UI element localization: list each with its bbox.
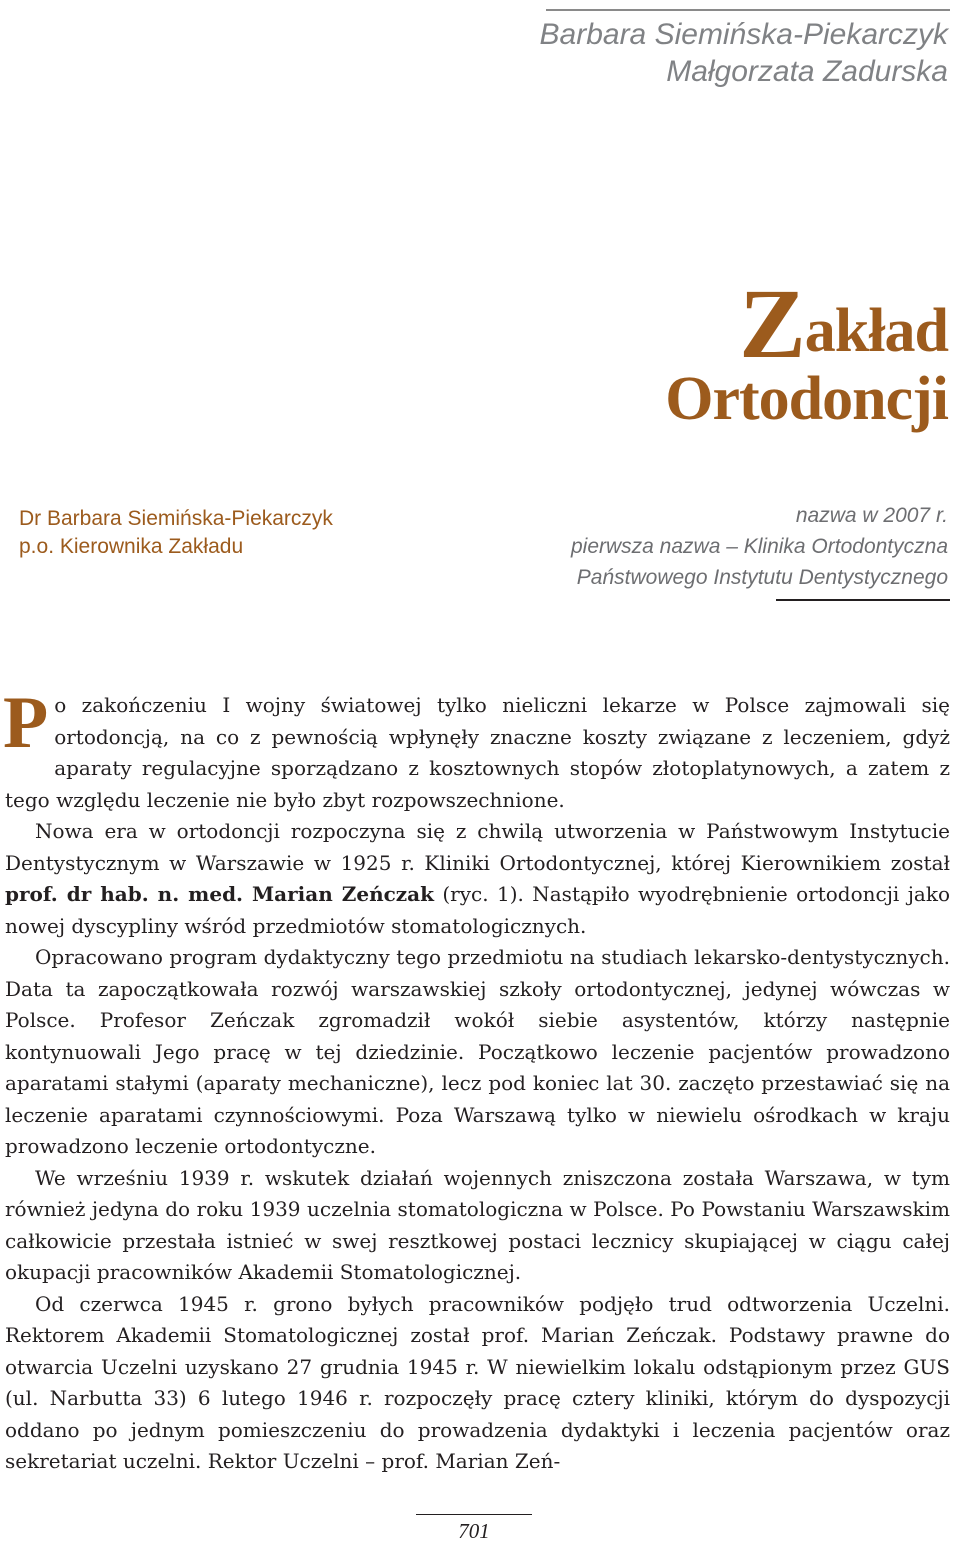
author-name: Małgorzata Zadurska <box>666 55 948 88</box>
chapter-title <box>665 268 948 433</box>
title-line-1 <box>665 268 948 379</box>
author-name: Barbara Siemińska-Piekarczyk <box>539 18 948 51</box>
current-name-year: nazwa w 2007 r. <box>795 504 948 527</box>
names-rule <box>776 599 950 601</box>
page-number: 701 <box>458 1519 490 1543</box>
paragraph: Od czerwca 1945 r. grono byłych pracowników podjęło trud odtworzenia Uczelni. Rektorem Akademii Stomatologicznej został prof. Marian Zeńczak. Podstawy prawne do otwarcia Uczelni uzyskano 27 grudnia 1945 r. W niewielkim lokalu odstąpionym przez GUS (ul. Narbutta 33) 6 lutego 1946 r. rozpoczęły pracę cztery kliniki, którym do dyspozycji oddano po jednym pomieszczeniu do prowadzenia dydaktyki i leczenia pacjentów oraz sekretariat uczelni. Rektor Uczelni – prof. Marian Zeń- <box>5 1291 950 1473</box>
header-rule <box>546 9 950 11</box>
first-name-line-2: Państwowego Instytutu Dentystycznego <box>576 566 948 589</box>
head-role: p.o. Kierownika Zakładu <box>19 535 244 558</box>
paragraph: We wrześniu 1939 r. wskutek działań wojennych zniszczona została Warszawa, w tym również jedyna do roku 1939 uczelnia stomatologiczna w Polsce. Po Powstaniu Warszawskim całkowicie przestała istnieć w swej resztkowej postaci lecznicy skupiającej w ciągu całej okupacji pracowników Akademii Stomatologicznej. <box>5 1165 950 1284</box>
paragraph <box>3 682 950 816</box>
article-body <box>3 682 950 1478</box>
bold-name: prof. dr hab. n. med. Marian Zeńczak <box>5 882 434 906</box>
title-line-2: Ortodoncji <box>665 365 948 433</box>
drop-cap: P <box>3 682 49 764</box>
paragraph-text: (ryc. 1). Nastąpiło wyodrębnienie ortodoncji jako nowej dyscypliny wśród przedmiotów stomatologicznych. <box>5 882 950 938</box>
first-name-line-1: pierwsza nazwa – Klinika Ortodontyczna <box>570 535 948 558</box>
paragraph-text: Nowa era w ortodoncji rozpoczyna się z chwilą utworzenia w Państwowym Instytucie Dentystycznym w Warszawie w 1925 r. Kliniki Ortodontycznej, której Kierownikiem został <box>5 819 950 875</box>
paragraph: Opracowano program dydaktyczny tego przedmiotu na studiach lekarsko-dentystycznych. Data ta zapoczątkowała rozwój warszawskiej szkoły ortodontycznej, jedynej wówczas w Polsce. Profesor Zeńczak zgromadził wokół siebie asystentów, którzy następnie kontynuowali Jego pracę w tej dziedzinie. Początkowo leczenie pacjentów prowadzono aparatami stałymi (aparaty mechaniczne), lecz pod koniec lat 30. zaczęto przestawiać się na leczenie aparatami czynnościowymi. Poza Warszawą tylko w niewielu ośrodkach w kraju prowadzono leczenie ortodontyczne. <box>5 945 950 1158</box>
paragraph-text: o zakończeniu I wojny światowej tylko nieliczni lekarze w Polsce zajmowali się ortodoncją, na co z pewnością wpłynęły znaczne koszty związane z leczeniem, gdyż aparaty regulacyjne sporządzano z kosztownych stopów złotoplatynowych, a zatem z tego względu leczenie nie było zbyt rozpowszechnione. <box>5 693 950 812</box>
paragraph <box>5 816 950 942</box>
department-head <box>19 505 333 561</box>
title-line-1-rest: akład <box>804 297 948 365</box>
footer-rule <box>416 1514 532 1515</box>
running-header-authors <box>540 16 948 90</box>
head-name: Dr Barbara Siemińska-Piekarczyk <box>19 507 333 530</box>
title-initial: Z <box>739 268 805 379</box>
department-names <box>571 500 948 593</box>
